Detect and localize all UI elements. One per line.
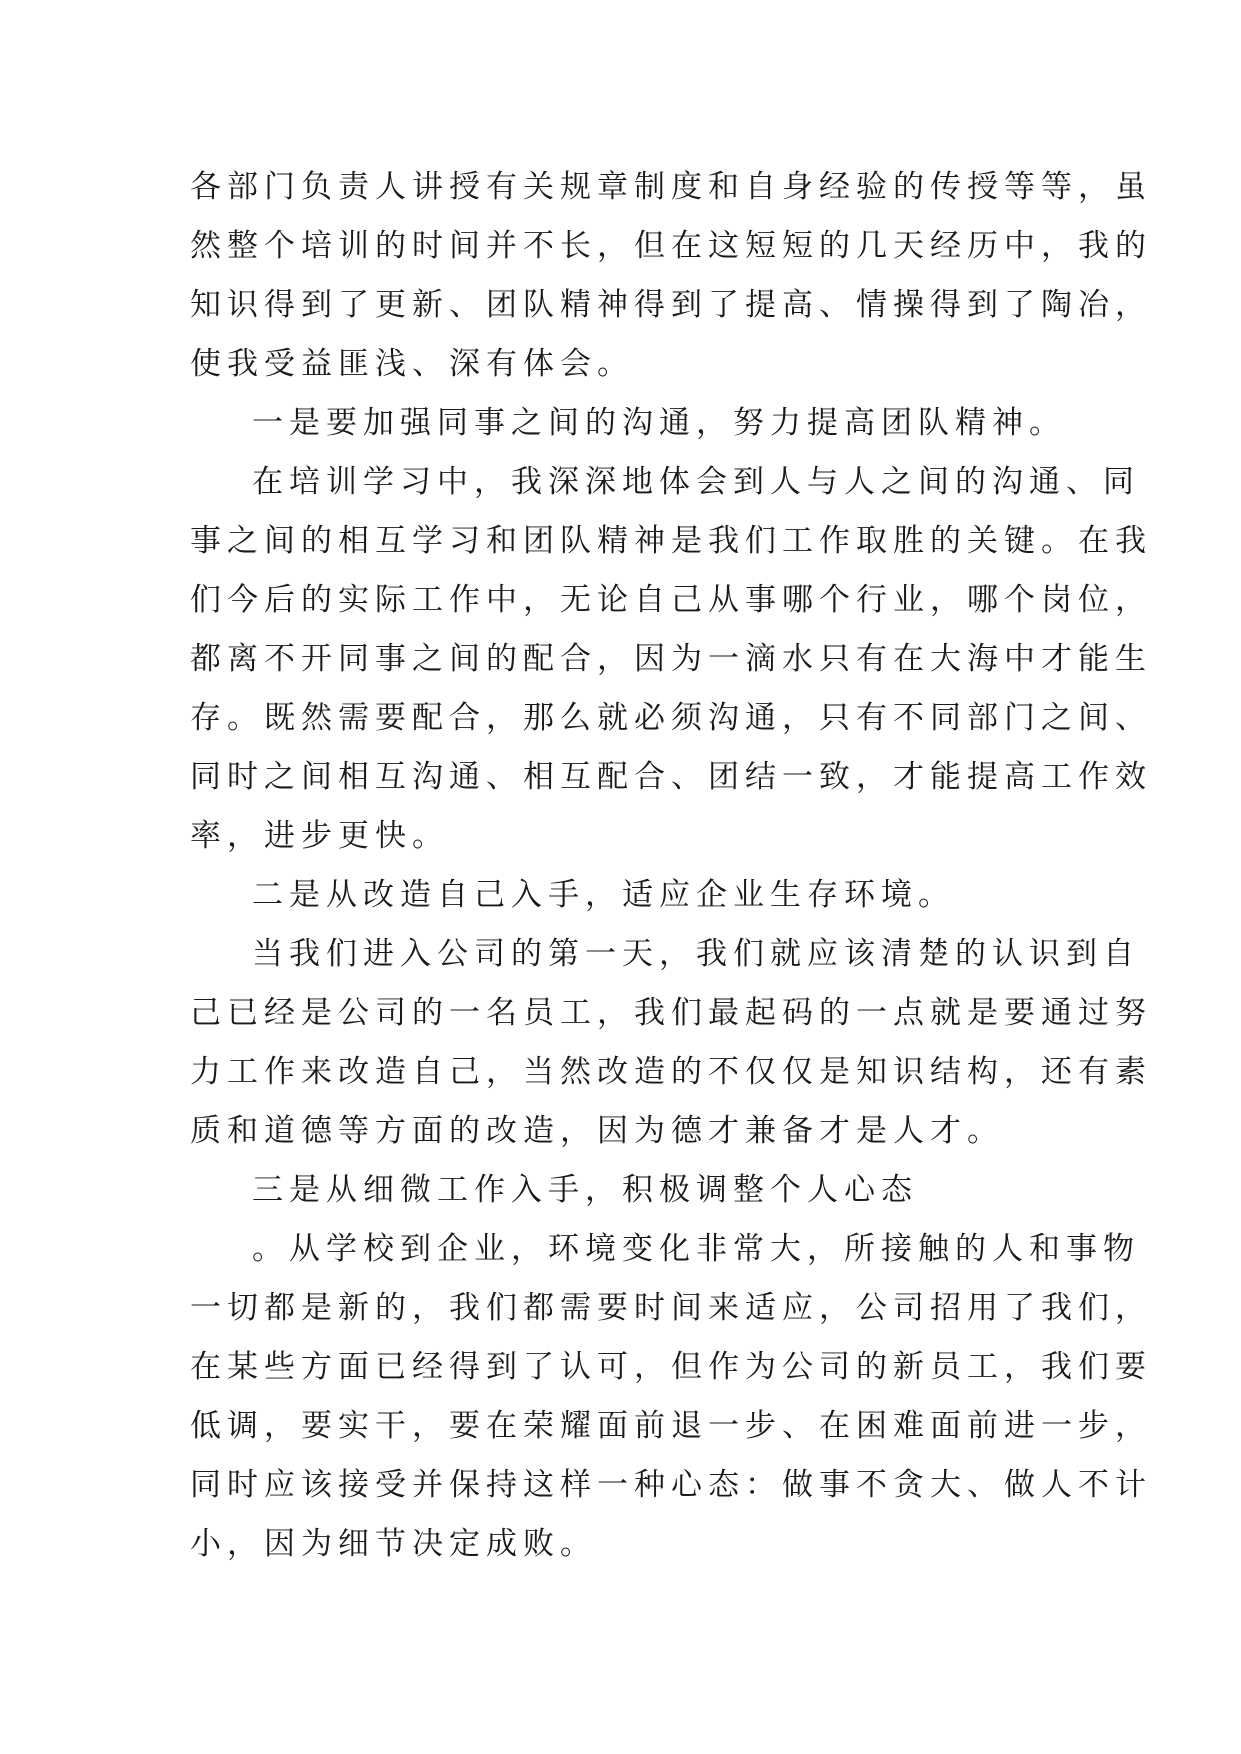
section-heading-1: 一是要加强同事之间的沟通，努力提高团队精神。 <box>252 405 1066 441</box>
text-line: 己已经是公司的一名员工，我们最起码的一点就是要通过努 <box>190 995 1152 1031</box>
text-line: 当我们进入公司的第一天，我们就应该清楚的认识到自 <box>252 936 1140 972</box>
text-line: 存。既然需要配合，那么就必须沟通，只有不同部门之间、 <box>190 700 1152 736</box>
text-line: 们今后的实际工作中，无论自己从事哪个行业，哪个岗位， <box>190 582 1152 618</box>
text-line: 在培训学习中，我深深地体会到人与人之间的沟通、同 <box>252 464 1140 500</box>
section-heading-2: 二是从改造自己入手，适应企业生存环境。 <box>252 877 955 913</box>
text-line: 一切都是新的，我们都需要时间来适应，公司招用了我们， <box>190 1290 1152 1326</box>
text-line: 。从学校到企业，环境变化非常大，所接触的人和事物 <box>252 1231 1140 1267</box>
text-line: 知识得到了更新、团队精神得到了提高、情操得到了陶冶， <box>190 287 1152 323</box>
text-line: 低调，要实干，要在荣耀面前退一步、在困难面前进一步， <box>190 1408 1152 1444</box>
text-line: 同时应该接受并保持这样一种心态：做事不贪大、做人不计 <box>190 1467 1152 1503</box>
section-heading-3: 三是从细微工作入手，积极调整个人心态 <box>252 1172 918 1208</box>
document-body <box>190 158 1152 1574</box>
text-line: 在某些方面已经得到了认可，但作为公司的新员工，我们要 <box>190 1349 1152 1385</box>
text-line: 率，进步更快。 <box>190 818 449 854</box>
text-line: 小，因为细节决定成败。 <box>190 1526 597 1562</box>
text-line: 力工作来改造自己，当然改造的不仅仅是知识结构，还有素 <box>190 1054 1152 1090</box>
text-line: 各部门负责人讲授有关规章制度和自身经验的传授等等，虽 <box>190 169 1152 205</box>
text-line: 同时之间相互沟通、相互配合、团结一致，才能提高工作效 <box>190 759 1152 795</box>
text-line: 然整个培训的时间并不长，但在这短短的几天经历中，我的 <box>190 228 1152 264</box>
text-line: 使我受益匪浅、深有体会。 <box>190 346 634 382</box>
text-line: 质和道德等方面的改造，因为德才兼备才是人才。 <box>190 1113 1004 1149</box>
text-line: 都离不开同事之间的配合，因为一滴水只有在大海中才能生 <box>190 641 1152 677</box>
text-line: 事之间的相互学习和团队精神是我们工作取胜的关键。在我 <box>190 523 1152 559</box>
